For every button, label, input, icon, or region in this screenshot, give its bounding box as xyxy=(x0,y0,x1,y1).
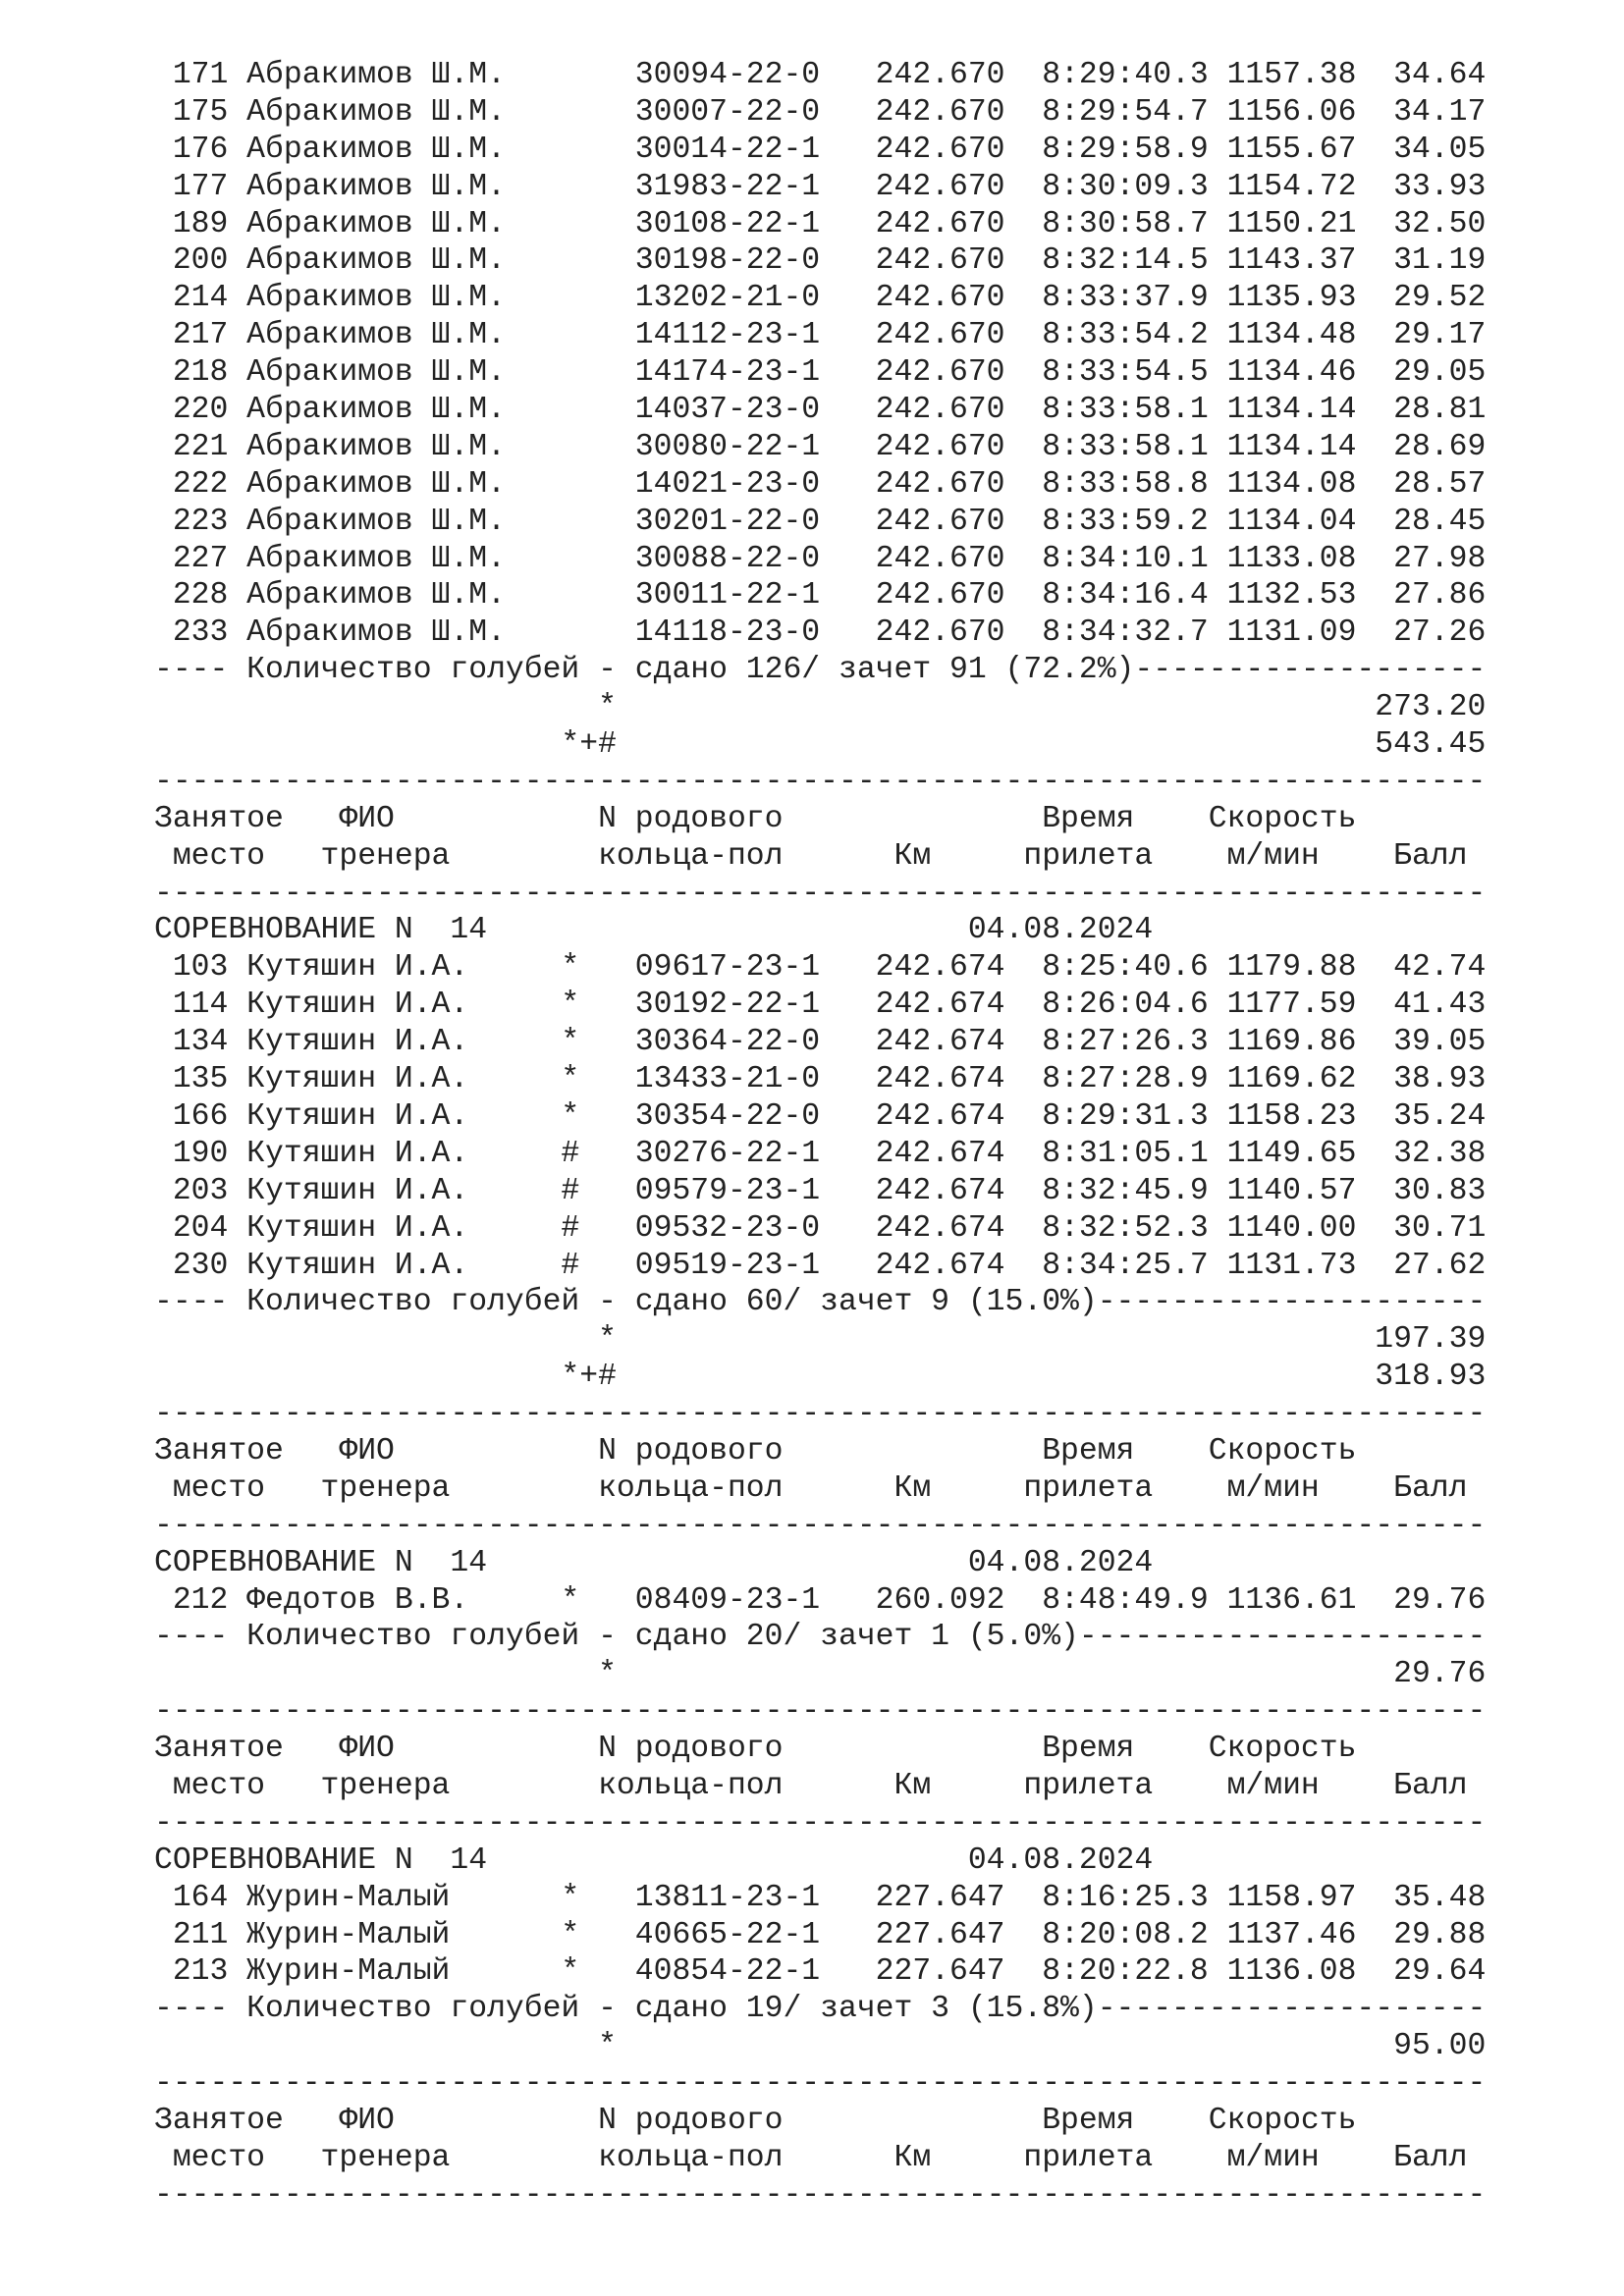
competition-header: СОРЕВНОВАНИЕ N 14 04.08.2024 xyxy=(154,1545,1154,1580)
result-row: 114 Кутяшин И.А. * 30192-22-1 242.674 8:26:04.6 1177.59 41.43 xyxy=(154,988,1487,1023)
column-header-line-1: Занятое ФИО N родового Время Скорость xyxy=(154,1433,1357,1468)
result-row: 213 Журин-Малый * 40854-22-1 227.647 8:20:22.8 1136.08 29.64 xyxy=(154,1954,1487,1990)
competition-header: СОРЕВНОВАНИЕ N 14 04.08.2024 xyxy=(154,1842,1154,1878)
divider-line: ------------------------------------------------------------------------ xyxy=(154,1694,1487,1730)
result-row: 103 Кутяшин И.А. * 09617-23-1 242.674 8:25:40.6 1179.88 42.74 xyxy=(154,950,1487,986)
result-row: 222 Абракимов Ш.М. 14021-23-0 242.670 8:33:58.8 1134.08 28.57 xyxy=(154,466,1487,502)
total-line: * 197.39 xyxy=(154,1322,1487,1358)
result-row: 200 Абракимов Ш.М. 30198-22-0 242.670 8:32:14.5 1143.37 31.19 xyxy=(154,243,1487,279)
summary-line: ---- Количество голубей - сдано 19/ зачет 3 (15.8%)--------------------- xyxy=(154,1992,1487,2027)
result-row: 204 Кутяшин И.А. # 09532-23-0 242.674 8:32:52.3 1140.00 30.71 xyxy=(154,1210,1487,1246)
result-row: 218 Абракимов Ш.М. 14174-23-1 242.670 8:33:54.5 1134.46 29.05 xyxy=(154,355,1487,391)
column-header-line-1: Занятое ФИО N родового Время Скорость xyxy=(154,801,1357,836)
result-row: 164 Журин-Малый * 13811-23-1 227.647 8:16:25.3 1158.97 35.48 xyxy=(154,1880,1487,1915)
summary-line: ---- Количество голубей - сдано 20/ зачет 1 (5.0%)---------------------- xyxy=(154,1620,1487,1655)
result-row: 203 Кутяшин И.А. # 09579-23-1 242.674 8:32:45.9 1140.57 30.83 xyxy=(154,1173,1487,1208)
divider-line: ------------------------------------------------------------------------ xyxy=(154,1397,1487,1432)
total-line: *+# 543.45 xyxy=(154,727,1487,763)
column-header-line-2: место тренера кольца-пол Км прилета м/мин Балл xyxy=(154,1470,1468,1506)
divider-line: ------------------------------------------------------------------------ xyxy=(154,2177,1487,2213)
total-line: * 29.76 xyxy=(154,1657,1487,1692)
divider-line: ------------------------------------------------------------------------ xyxy=(154,764,1487,799)
result-row: 171 Абракимов Ш.М. 30094-22-0 242.670 8:29:40.3 1157.38 34.64 xyxy=(154,58,1487,92)
total-line: * 273.20 xyxy=(154,690,1487,725)
divider-line: ------------------------------------------------------------------------ xyxy=(154,2066,1487,2102)
result-row: 190 Кутяшин И.А. # 30276-22-1 242.674 8:31:05.1 1149.65 32.38 xyxy=(154,1136,1487,1171)
column-header-line-1: Занятое ФИО N родового Время Скорость xyxy=(154,2103,1357,2138)
column-header-line-1: Занятое ФИО N родового Время Скорость xyxy=(154,1732,1357,1767)
result-row: 223 Абракимов Ш.М. 30201-22-0 242.670 8:33:59.2 1134.04 28.45 xyxy=(154,504,1487,539)
column-header-line-2: место тренера кольца-пол Км прилета м/мин Балл xyxy=(154,838,1468,874)
results-printout xyxy=(154,57,1486,2215)
result-row: 189 Абракимов Ш.М. 30108-22-1 242.670 8:30:58.7 1150.21 32.50 xyxy=(154,206,1487,241)
result-row: 233 Абракимов Ш.М. 14118-23-0 242.670 8:34:32.7 1131.09 27.26 xyxy=(154,615,1487,651)
result-row: 135 Кутяшин И.А. * 13433-21-0 242.674 8:27:28.9 1169.62 38.93 xyxy=(154,1062,1487,1097)
result-row: 221 Абракимов Ш.М. 30080-22-1 242.670 8:33:58.1 1134.14 28.69 xyxy=(154,429,1487,464)
divider-line: ------------------------------------------------------------------------ xyxy=(154,1508,1487,1543)
result-row: 166 Кутяшин И.А. * 30354-22-0 242.674 8:29:31.3 1158.23 35.24 xyxy=(154,1098,1487,1134)
result-row: 134 Кутяшин И.А. * 30364-22-0 242.674 8:27:26.3 1169.86 39.05 xyxy=(154,1025,1487,1060)
summary-line: ---- Количество голубей - сдано 126/ зачет 91 (72.2%)------------------- xyxy=(154,653,1487,688)
result-row: 217 Абракимов Ш.М. 14112-23-1 242.670 8:33:54.2 1134.48 29.17 xyxy=(154,318,1487,353)
result-row: 220 Абракимов Ш.М. 14037-23-0 242.670 8:33:58.1 1134.14 28.81 xyxy=(154,393,1487,428)
total-line: *+# 318.93 xyxy=(154,1360,1487,1395)
divider-line: ------------------------------------------------------------------------ xyxy=(154,876,1487,911)
result-row: 214 Абракимов Ш.М. 13202-21-0 242.670 8:33:37.9 1135.93 29.52 xyxy=(154,281,1487,316)
divider-line: ------------------------------------------------------------------------ xyxy=(154,1805,1487,1841)
column-header-line-2: место тренера кольца-пол Км прилета м/мин Балл xyxy=(154,2140,1468,2175)
competition-header: СОРЕВНОВАНИЕ N 14 04.08.2024 xyxy=(154,913,1154,948)
result-row: 227 Абракимов Ш.М. 30088-22-0 242.670 8:34:10.1 1133.08 27.98 xyxy=(154,541,1487,576)
summary-line: ---- Количество голубей - сдано 60/ зачет 9 (15.0%)--------------------- xyxy=(154,1285,1487,1320)
total-line: * 95.00 xyxy=(154,2029,1487,2064)
column-header-line-2: место тренера кольца-пол Км прилета м/мин Балл xyxy=(154,1768,1468,1803)
result-row: 211 Журин-Малый * 40665-22-1 227.647 8:20:08.2 1137.46 29.88 xyxy=(154,1917,1487,1952)
result-row: 177 Абракимов Ш.М. 31983-22-1 242.670 8:30:09.3 1154.72 33.93 xyxy=(154,169,1487,204)
result-row: 228 Абракимов Ш.М. 30011-22-1 242.670 8:34:16.4 1132.53 27.86 xyxy=(154,578,1487,614)
result-row: 175 Абракимов Ш.М. 30007-22-0 242.670 8:29:54.7 1156.06 34.17 xyxy=(154,94,1487,130)
result-row: 176 Абракимов Ш.М. 30014-22-1 242.670 8:29:58.9 1155.67 34.05 xyxy=(154,132,1487,167)
result-row: 212 Федотов В.В. * 08409-23-1 260.092 8:48:49.9 1136.61 29.76 xyxy=(154,1582,1487,1618)
result-row: 230 Кутяшин И.А. # 09519-23-1 242.674 8:34:25.7 1131.73 27.62 xyxy=(154,1248,1487,1283)
